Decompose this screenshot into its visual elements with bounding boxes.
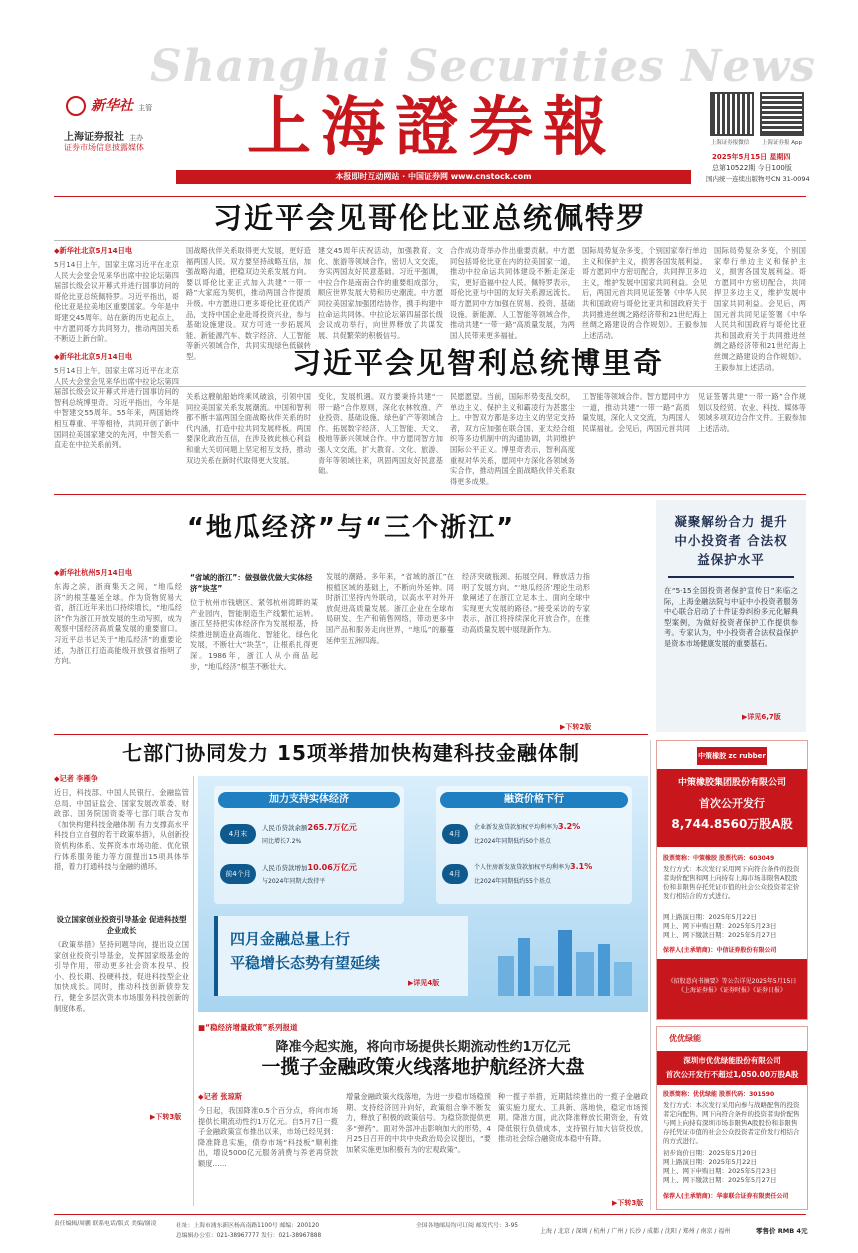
left-row-1: [220, 818, 400, 854]
left-row-2-value: 10.06万亿元: [307, 863, 357, 872]
qr-label-app: 上海证券报 App: [762, 140, 802, 146]
story5-col3: 种一揽子举措，近期陆续推出的一揽子金融政策实施力度大、工具新、落地快，稳定市场预期。降准方面，此次降准释放长期资金，有效降低银行负债成本，支持银行加大信贷投放，推动社会综合融资成本稳中有降。: [498, 1092, 648, 1144]
publication-number: 国内统一连续出版物号CN 31-0094: [706, 175, 810, 183]
story4-headline[interactable]: 七部门协同发力 15项举措加快构建科技金融体制: [122, 741, 580, 765]
infographic-right-title: 融资价格下行: [440, 792, 628, 808]
ad1-underwriter: 保荐人(主承销商)：中信证券股份有限公司: [663, 947, 777, 954]
ad1-note: 《招股意向书摘要》等公告详见2025年5月15日《上海证券报》《证券时报》《证券日报》: [667, 978, 797, 994]
story5-series-tag: ■“稳经济增量政策”系列报道: [198, 1023, 298, 1032]
story2-headline[interactable]: 习近平会见智利总统博里奇: [291, 346, 664, 380]
infographic-left-title: 加力支持实体经济: [218, 792, 400, 808]
story3-col2-heading: “省域的浙江”：做强做优做大实体经济“块茎”: [190, 573, 313, 593]
xinhua-logo: [66, 96, 86, 116]
story1-col1: 5月14日上午，国家主席习近平在北京人民大会堂会见来华出席中拉论坛第四届部长级会议开幕式并进行国事访问的哥伦比亚总统佩特罗。习近平指出，哥伦比亚是拉美地区重要国家。今年是中哥建交45周年。站在新的历史起点上，中方愿同哥方共同努力，推动两国关系不断迈上新台阶。: [54, 260, 179, 344]
sponsor2: 上海证券报社: [64, 132, 124, 143]
ad-youyou: [656, 1026, 808, 1210]
left-row-2-tag: 前4个月: [220, 864, 256, 884]
story2-col2: 关系这艘航船始终乘风破浪，引领中国同拉美国家关系发展潮流。中国和智利都不断丰富两国全面战略伙伴关系的时代内涵，打造中拉共同发展样板。两国要深化政治互信，在涉及彼此核心利益和重大关切问题上坚定相互支持，推动双边关系在新时代取得更大发展。: [186, 392, 311, 465]
sponsor2-role: 主办: [129, 134, 144, 142]
story2-col5: 工智能等领域合作。智方愿同中方一道，推动共建“一带一路”高质量发展，深化人文交流，为两国人民谋福祉。会见后，两国元首共同见证签署共建“一带一路”合作规划以及经贸、农业、科技、媒体等领域多项双边合作文件。王毅参加上述活动。: [582, 392, 806, 433]
footer-address: 社址：上海市浦东新区杨高南路1100号 邮编：200120: [176, 1223, 320, 1229]
story4-turn[interactable]: ▶下转3版: [150, 1113, 182, 1121]
footer-cities: 上海 / 北京 / 深圳 / 杭州 / 广州 / 长沙 / 成都 / 沈阳 / 郑州 / 南京 / 福州: [540, 1228, 731, 1235]
right-row-2-sub: 比2024年同期低约55个基点: [474, 878, 551, 885]
issue-date: 2025年5月15日 星期四: [712, 153, 791, 161]
ad2-code: 股票简称：优优绿能 股票代码：301590: [663, 1091, 775, 1098]
ad2-date-1: 初步询价日期：2025年5月20日: [663, 1149, 757, 1157]
city-skyline-illustration: [488, 926, 638, 996]
right-row-2-value: 3.1%: [570, 862, 593, 871]
story3-col2: 位于杭州市钱塘区、紧邻杭州湾畔的某产业园内，智能制造生产线繁忙运转。浙江坚持把实体经济作为发展根基，持续推进制造业高端化、智能化、绿色化发展，不断壮大“块茎”，让根系扎得更深。1986年，浙江人从小商品起步，“地瓜经济”根茎不断壮大。: [190, 598, 318, 671]
slogan: 本报即时互动网站 · 中国证券网 www.cnstock.com: [335, 172, 532, 181]
qr-code-wechat: [710, 92, 754, 136]
story5-headline[interactable]: 一揽子金融政策火线落地护航经济大盘: [261, 1056, 585, 1078]
qr-code-app: [760, 92, 804, 136]
story1-col5: 国际局势复杂多变，个别国家奉行单边主义和保护主义，损害各国发展利益。哥方愿同中方密切配合，共同捍卫多边主义，维护发展中国家共同利益。会见后，两国元首共同见证签署《中华人民共和国政府与哥伦比亚共和国政府关于共同推进丝绸之路经济带和21世纪海上丝绸之路建设的合作规划》。王毅参加上述活动。: [582, 246, 707, 340]
sidebar-title[interactable]: 凝聚解纷合力 提升中小投资者 合法权益保护水平: [674, 514, 788, 567]
right-row-1: [442, 818, 628, 854]
sidebar-turn[interactable]: ▶详见6,7版: [742, 713, 781, 721]
ad2-date-3: 网上、网下申购日期：2025年5月23日: [663, 1167, 777, 1175]
english-title: Shanghai Securities News: [150, 41, 816, 92]
ad2-title: 首次公开发行不超过1,050.00万股A股: [665, 1070, 799, 1079]
left-row-2-text: 人民币贷款增加: [262, 864, 308, 872]
story4-body: 近日，科技部、中国人民银行、金融监管总局、中国证监会、国家发展改革委、财政部、国务院国资委等七部门联合发布《加快构建科技金融体制 有力支撑高水平科技自立自强的若干政策举措》，从创新投资机构体系、发挥资本市场功能、优化银行体系服务能力等方面提出15项具体举措，着力打通科技与金融的循环。: [54, 788, 189, 872]
left-row-2: [220, 858, 400, 894]
story3-turn[interactable]: ▶下转2版: [560, 723, 592, 731]
story1-col2: 国战略伙伴关系取得更大发展，更好造福两国人民。双方要坚持战略互信，加强战略沟通，把稳双边关系发展方向。要以哥伦比亚正式加入共建“一带一路”大家庭为契机，推动两国合作提质升级。中方愿进口更多哥伦比亚优质产品，支持中国企业赴哥投资兴业，参与基础设施建设。双方可进一步拓展风能、新能源汽车、数字经济、人工智能等新兴领域合作，共同实现绿色低碳转型。: [186, 246, 311, 361]
ad2-date-4: 网上、网下缴款日期：2025年5月27日: [663, 1176, 777, 1184]
ad1-shares: 8,744.8560万股A股: [671, 817, 793, 831]
story3-col3: 发展的潮路。多年来，“省域的浙江”在根植区域的基础上，不断向外延伸。同时浙江坚持内外联动，以高水平对外开放促进高质量发展。浙江企业在全球布局研发、生产和销售网络，带动更多中国产品和服务走向世界，“地瓜”的藤蔓延伸至五洲四海。: [326, 572, 454, 645]
ad1-header: [657, 769, 807, 847]
story2-col4: 民愿愿望。当前，国际形势变乱交织，单边主义、保护主义和霸凌行为甚嚣尘上。中智双方都是多边主义的坚定支持者，双方应加强在联合国、亚太经合组织等多边机制中的沟通协调，共同维护国际公平正义。博里奇表示，智利高度重视对华关系，愿同中方深化各领域务实合作，推动两国全面战略伙伴关系取得更多成果。: [450, 392, 575, 486]
story1-dateline: ◆新华社北京5月14日电: [54, 246, 133, 255]
banner-turn[interactable]: ▶详见4版: [408, 979, 440, 987]
sidebar-box: [656, 500, 806, 732]
ad1-company: 中策橡胶集团股份有限公司: [677, 778, 786, 788]
story3-col1: 东海之滨，浙商集天之间，“地瓜经济”的根茎蔓延全球。作为货物贸易大省，浙江近年来出口持续增长，“地瓜经济”作为浙江开放发展的生动写照，成为观察中国经济高质量发展的重要窗口。习近平总书记关于“地瓜经济”的重要论述，为浙江打造高能级开放强省指明了方向。: [54, 582, 182, 666]
ad2-company: 深圳市优优绿能股份有限公司: [683, 1056, 781, 1065]
story1-col4: 合作成功奇举办作出重要贡献。中方愿同包括哥伦比亚在内的拉美国家一道，推动中拉命运共同体建设不断走深走实，更好造福中拉人民。佩特罗表示，哥伦比亚与中国的友好关系源远流长。哥方愿同中方加强在贸易、投资、基础设施、新能源、人工智能等领域合作，推动共建“一带一路”高质量发展，为两国人民带来更多福祉。: [450, 246, 575, 340]
footer-phones: 总编辑办公室：021-38967777 发行：021-38967888: [176, 1233, 322, 1239]
story4-heading1: 设立国家创业投资引导基金 促进科技型企业成长: [56, 915, 187, 935]
story3-headline[interactable]: “地瓜经济”与“三个浙江”: [186, 513, 516, 543]
story2-col3: 变化，发展机遇。双方要秉持共建“一带一路”合作原则，深化农林牧渔、产业投资、基础设施、绿色矿产等领域合作。拓展数字经济、人工智能、天文、极地等新兴领域合作。中方愿同智方加强人文交流，扩大教育、文化、旅游、青年等领域往来，巩固两国友好民意基础。: [318, 392, 443, 476]
right-row-1-tag: 4月: [442, 824, 468, 844]
left-row-1-text: 人民币贷款余额: [262, 824, 308, 832]
story2-col1: 5月14日上午，国家主席习近平在北京人民大会堂会见来华出席中拉论坛第四届部长级会议开幕式并进行国事访问的智利总统博里奇。习近平指出，今年是中智建交55周年。55年来，两国始终相互尊重、平等相待，共同开创了新中国同拉美国家建交的先河，中智关系一直走在中拉关系前列。: [54, 366, 179, 450]
infographic-banner: [214, 916, 468, 996]
footer-editors: 责任编辑/周鹏 联系电话/版式 美编/谢凌: [54, 1221, 157, 1227]
ad1-code: 股票简称：中策橡胶 股票代码：603049: [663, 855, 775, 862]
right-row-2: [442, 858, 628, 894]
qr-label-wechat: 上海证券报微信: [710, 140, 750, 146]
banner-line1[interactable]: 四月金融总量上行: [230, 930, 351, 948]
ad-zc-rubber: [656, 740, 808, 1020]
right-row-1-sub: 比2024年同期低约50个基点: [474, 838, 551, 845]
story5-byline: ◆记者 张琼斯: [198, 1092, 242, 1101]
story5-col2: 增量金融政策火线落地，为进一步稳市场稳预期、支持经济回升向好，政策组合拳不断发力，释放了积极的政策信号。为稳贷款提供更多“弹药”。面对外部冲击影响加大的形势，4月25日召开的中共中央政治局会议提出，“要加紧实施更加积极有为的宏观政策”。: [346, 1092, 491, 1154]
ad1-date-2: 网上、网下申购日期：2025年5月23日: [663, 922, 777, 930]
footer-price: 零售价 RMB 4元: [756, 1227, 808, 1235]
right-row-1-value: 3.2%: [558, 822, 581, 831]
left-row-2-sub: 与2024年同期大致持平: [262, 878, 326, 885]
ad1-date-3: 网上、网下缴款日期：2025年5月27日: [663, 931, 777, 939]
banner-line2[interactable]: 平稳增长态势有望延续: [230, 954, 381, 972]
masthead: [0, 0, 858, 195]
footer-subscribe: 全国各地邮局均可订阅 邮发代号：3-95: [416, 1223, 518, 1229]
story5-col1: 今日起，我国降准0.5个百分点，将向市场提供长期流动性约1万亿元。自5月7日一揽子金融政策宣布推出以来，市场已经见到：降准降息实施，债券市场“科技板”顺利推出，增设5000亿元服务消费与养老再贷款额度……: [198, 1106, 338, 1168]
left-row-1-sub: 同比增长7.2%: [262, 838, 302, 845]
ad1-title: 首次公开发行: [699, 797, 765, 810]
ad1-footer-band: [657, 959, 807, 1019]
story2-dateline: ◆新华社北京5月14日电: [54, 352, 133, 361]
story4-body2: 《政策举措》坚持问题导向，提出设立国家创业投资引导基金，发挥国家级基金的引导作用，带动更多社会资本投早、投小、投长期、投硬科技，促进科技型企业加快成长。同时，推动科技创新债券发行，健全多层次资本市场服务科技创新的制度体系。: [54, 940, 189, 1013]
story5-kicker: 降准今起实施，将向市场提供长期流动性约1万亿元: [275, 1040, 571, 1055]
ad2-header: [657, 1051, 807, 1085]
story4-byline: ◆记者 李雁争: [54, 774, 98, 783]
sponsor1: 新华社: [91, 98, 133, 114]
youyou-logo: 优优绿能: [669, 1034, 701, 1043]
chinese-title: 上海證券報: [247, 90, 617, 165]
story1-col3: 建交45周年庆祝活动，加强教育、文化、旅游等领域合作，密切人文交流，夯实两国友好民意基础。习近平强调，中拉合作是南南合作的重要组成部分，顺应世界发展大势和历史潮流。中方愿同拉美国家加强团结协作，携手构建中拉命运共同体。中拉论坛第四届部长级会议成功举行，向世界释放了共谋发展、共促繁荣的积极信号。: [318, 246, 443, 340]
right-row-1-text: 企业新发放贷款加权平均利率为: [474, 824, 559, 831]
ad1-date-1: 网上路演日期：2025年5月22日: [663, 913, 757, 921]
ad2-underwriter: 保荐人(主承销商)：华泰联合证券有限责任公司: [663, 1193, 789, 1200]
left-row-1-value: 265.7万亿元: [307, 823, 357, 832]
sidebar-body: 在“5·15全国投资者保护宣传日”来临之际，上海金融法院与中证中小投资者服务中心联合启动了十件证券纠纷多元化解典型案例，为做好投资者保护工作提供参考。专家认为，中小投资者合法权益保护是资本市场健康发展的重要基石。: [664, 586, 798, 648]
sponsor1-role: 主管: [138, 104, 153, 112]
story1-headline[interactable]: 习近平会见哥伦比亚总统佩特罗: [212, 201, 647, 235]
story1-col6: 国际局势复杂多变，个别国家奉行单边主义和保护主义，损害各国发展利益。哥方愿同中方密切配合，共同捍卫多边主义，维护发展中国家共同利益。会见后，两国元首共同见证签署《中华人民共和国政府与哥伦比亚共和国政府关于共同推进丝绸之路经济带和21世纪海上丝绸之路建设的合作规划》。王毅参加上述活动。: [714, 246, 806, 372]
right-row-2-text: 个人住房新发放贷款加权平均利率为: [474, 864, 571, 871]
designation: 证券市场信息披露媒体: [64, 143, 144, 152]
right-row-2-tag: 4月: [442, 864, 468, 884]
ad2-date-2: 网上路演日期：2025年5月22日: [663, 1158, 757, 1166]
ad2-body: 发行方式：本次发行采用向参与战略配售的投资者定向配售、网下向符合条件的投资者询价配售与网上向持有深圳市场非限售A股股份和非限售存托凭证市值的社会公众投资者定价发行相结合的方式进行。: [663, 1101, 800, 1145]
issue-number: 总第10522期 今日100版: [712, 164, 792, 172]
left-row-1-tag: 4月末: [220, 824, 256, 844]
zc-rubber-logo: 中策橡胶 zc rubber: [697, 747, 767, 765]
story3-col4: 经济突破瓶颈、拓展空间、释放活力指明了发展方向。“‘地瓜经济’理论生动形象阐述了在浙江立足本土、面向全球中实现更大发展的路径。”接受采访的专家表示，浙江将持续深化开放合作，在推动高质量发展中展现新作为。: [462, 572, 590, 634]
story5-turn[interactable]: ▶下转3版: [612, 1199, 644, 1207]
infographic: [198, 776, 648, 1012]
story3-dateline: ◆新华社杭州5月14日电: [54, 568, 133, 577]
ad1-body: 发行方式：本次发行采用网下向符合条件的投资者询价配售和网上向持有上海市场非限售A股股份和非限售存托凭证市值的社会公众投资者定价发行相结合的方式进行。: [663, 865, 800, 900]
